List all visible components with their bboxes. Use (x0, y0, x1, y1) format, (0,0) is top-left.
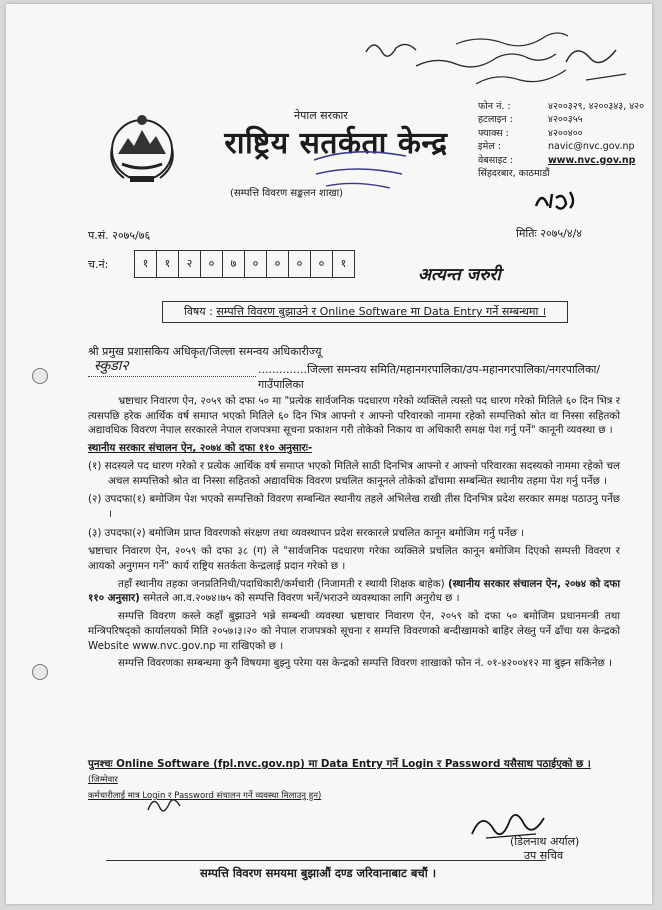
contact-label: इमेल : (478, 141, 502, 153)
paragraph-part-bold: (स्थानीय सरकार संचालन ऐन, २०७४ को दफा ११० अनुसार) (88, 577, 620, 605)
contact-value: ४२००४०० (548, 127, 583, 139)
footer-divider (106, 860, 546, 861)
punch-hole (32, 664, 48, 680)
digit-box: १ (135, 251, 157, 277)
contact-label: फ्याक्स : (478, 127, 509, 139)
address-line (88, 358, 618, 391)
section-heading: स्थानीय सरकार संचालन ऐन, २०७४ को दफा ११० अनुसारः- (88, 442, 313, 455)
list-item: (१) सदस्यले पद धारण गरेको र प्रत्येक आर्थिक वर्ष समाप्त भएको मितिले साठी दिनभित्र आफ्नो र आफ्नो परिवारका सदस्यको नाममा रहेको चल अचल सम्पत्तिको श्रोत वा निस्सा सहितको अद्यावधिक विवरण प्रचलित कानूनले तोकेको ढाँचामा सम्बन्धित स्थानीय तहमा पेश गर्नु पर्नेछ । (88, 459, 620, 487)
signer-name: (डिलनाथ अर्याल) (510, 835, 580, 848)
signer-designation: उप सचिव (524, 849, 564, 862)
office-stamp-icon (306, 142, 416, 194)
postscript-main: पुनश्चः Online Software (fpl.nvc.gov.np) मा Data Entry गर्ने Login र Password यसैसाथ पठाईएको छ । (88, 758, 591, 770)
digit-box: १ (340, 257, 347, 270)
paragraph-part: समेतले आ.व.२०७४।७५ को सम्पत्ति विवरण भर्ने/भराउने व्यवस्थाका लागि अनुरोध छ । (143, 592, 460, 605)
contact-row (478, 113, 644, 126)
letter-date: मितिः २०७५/४/४ (516, 227, 582, 240)
urgent-label: अत्यन्त जरुरी (418, 265, 501, 285)
handwritten-district: स्कुडा२ (94, 358, 129, 374)
letter-body (88, 394, 620, 674)
digit-box: १ (157, 251, 179, 277)
list-item: (३) उपदफा(२) बमोजिम प्राप्त विवरणको संरक्षण तथा व्यवस्थापन प्रदेश सरकारले प्रचलित कानून बमोजिम गर्नु पर्नेछ । (88, 526, 525, 539)
paragraph: भ्रष्टाचार निवारण ऐन, २०५९ को दफा ३८ (ग) ले "सार्वजनिक पदधारण गरेका व्यक्तिले प्रचलित कानून बमोजिम दिएको सम्पत्ती विवरण र आयको अनुगमन गर्ने" कार्य राष्ट्रिय सतर्कता केन्द्रलाई प्रदान गरेको छ । (88, 545, 620, 573)
footer-slogan: सम्पत्ति विवरण समयमा बुझाऔं दण्ड जरिवानाबाट बचौं । (199, 866, 437, 880)
address-row (478, 167, 644, 180)
contact-block (478, 100, 644, 180)
punch-hole (32, 368, 48, 384)
paragraph: सम्पत्ति विवरणका सम्बन्धमा कुनै विषयमा बुझ्नु परेमा यस केन्द्रको सम्पत्ति विवरण शाखाको फोन नं. ०१-४२००४१२ मा बुझ्न सकिनेछ । (118, 657, 612, 670)
letter-page (6, 4, 652, 904)
center-name: राष्ट्रिय सतर्कता केन्द्र (224, 126, 448, 161)
contact-row (478, 154, 644, 167)
website-link[interactable]: www.nvc.gov.np (548, 154, 636, 166)
addressee: श्री प्रमुख प्रशासकिय अधिकृत/जिल्ला समन्वय अधिकारीज्यू (88, 345, 322, 358)
paragraph-part: तहाँ स्थानीय तहका जनप्रतिनिधी/पदाधिकारी/कर्मचारी (निजामती र स्थायी शिक्षक बाहेक) (118, 577, 445, 590)
paragraph: भ्रष्टाचार निवारण ऐन, २०५९ को दफा ५० मा "प्रत्येक सार्वजनिक पदधारण गरेको व्यक्तिले त्यस्तो पद धारण गरेको मितिले ६० दिन भित्र र त्यसपछि हरेक आर्थिक वर्ष समाप्त भएको मितिले ६० दिन भित्र आफ्नो र आफ्नो परिवारको नाममा रहेको सम्पत्तिको स्रोत वा निस्सा सहितको अद्यावधिक विवरण नेपाल सरकारले नेपाल राजपत्रमा सूचना प्रकाशन गरी तोकेको निकाय वा अधिकारी समक्ष पेश गर्नु पर्ने" कानूनी व्यवस्था छ । (88, 395, 620, 437)
dispatch-number-boxes (134, 250, 355, 278)
contact-value: ४२००३५५ (548, 114, 583, 126)
contact-row (478, 140, 644, 153)
branch-name: (सम्पत्ति विवरण सङ्कलन शाखा) (230, 188, 344, 199)
address-line-text: ..............जिल्ला समन्वय समिति/महानगरपालिका/उप-महानगरपालिका/नगरपालिका/गाउँपालिका (256, 362, 618, 392)
subject-box (162, 301, 568, 323)
contact-label: हटलाइन : (478, 114, 513, 126)
contact-value: ४२००३२९, ४२००३४३, ४२० (548, 101, 645, 112)
government-line: नेपाल सरकार (294, 109, 348, 122)
contact-label: वेबसाइट : (478, 154, 514, 166)
digit-box: ० (267, 251, 289, 277)
digit-box: ० (289, 251, 311, 277)
digit-box: ० (245, 251, 267, 277)
subject-prefix: विषय : (183, 305, 213, 318)
handwritten-notes-top (346, 22, 646, 92)
list-item: (२) उपदफा(१) बमोजिम पेश भएको सम्पत्तिको विवरण सम्बन्धित स्थानीय तहले अभिलेख राखी तीस दिनभित्र प्रदेश सरकार समक्ष पठाउनु पर्नेछ । (88, 493, 620, 520)
initial-signature-icon (144, 790, 184, 818)
handwritten-number (532, 188, 582, 212)
nepal-emblem-icon (104, 108, 180, 186)
digit-box: ० (311, 251, 333, 277)
contact-label: फोन नं. : (478, 101, 511, 112)
dispatch-label: च.नं: (88, 258, 109, 271)
reference-number: प.सं. २०७५/७६ (88, 229, 151, 242)
postscript-note: (जिम्मेवार (88, 775, 118, 785)
contact-row (478, 100, 644, 113)
subject-text: सम्पत्ति विवरण बुझाउने र Online Software मा Data Entry गर्ने सम्बन्धमा । (216, 305, 547, 318)
postscript-note: कर्मचारीलाई मात्र Login र Password संचालन गर्ने व्यवस्था मिलाउनु हुन) (88, 791, 322, 801)
paragraph: सम्पत्ति विवरण कस्ले कहाँ बुझाउने भन्ने सम्बन्धी व्यवस्था भ्रष्टाचार निवारण ऐन, २०५९ को दफा ५० बमोजिम प्रधानमन्त्री तथा मन्त्रिपरिषद्को कार्यालयको मिति २०५७।३।२० को नेपाल राजपत्रको सूचना र सम्पत्ति विवरणको बन्दीखामको बाहिर लेख्नु पर्ने ढाँचा यस केन्द्रको Website www.nvc.gov.np मा राखिएको छ । (88, 610, 620, 652)
digit-box: २ (179, 251, 201, 277)
contact-row (478, 127, 644, 140)
office-address: सिंहदरबार, काठमाडौं (478, 168, 550, 180)
paragraph (88, 577, 620, 606)
digit-box: ० (201, 251, 223, 277)
contact-value: navic@nvc.gov.np (548, 141, 635, 153)
digit-box: ७ (223, 251, 245, 277)
